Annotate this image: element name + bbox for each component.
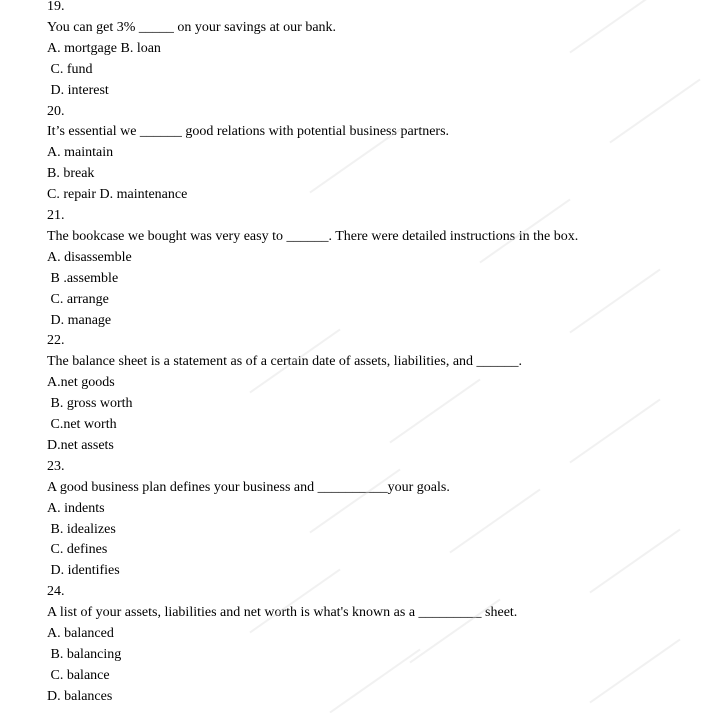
question-stem: You can get 3% _____ on your savings at our bank. (47, 19, 337, 35)
watermark-mark (329, 649, 420, 713)
answer-option: B .assemble (47, 270, 119, 286)
watermark-mark (569, 399, 660, 464)
question-number: 24. (47, 584, 65, 600)
question-stem: The bookcase we bought was very easy to ______. There were detailed instructions in the box. (47, 228, 579, 244)
question-number: 22. (47, 333, 65, 349)
answer-option: B. break (47, 166, 95, 182)
watermark-mark (569, 269, 660, 334)
answer-option: B. gross worth (47, 396, 133, 412)
answer-option: A. balanced (47, 626, 114, 641)
answer-option: A. disassemble (47, 249, 132, 265)
question-number: 20. (47, 103, 65, 119)
watermark-mark (589, 639, 680, 704)
watermark-mark (449, 489, 540, 554)
answer-option: A. indents (47, 500, 105, 516)
answer-option: C.net worth (47, 417, 117, 432)
watermark-mark (389, 379, 480, 444)
answer-option: D. identifies (47, 563, 120, 579)
answer-option: A. mortgage B. loan (47, 40, 161, 56)
answer-option: A.net goods (47, 375, 115, 391)
watermark-mark (249, 569, 340, 634)
question-stem: A list of your assets, liabilities and net worth is what's known as a _________ sheet. (47, 605, 518, 621)
answer-option: C. repair D. maintenance (47, 187, 188, 203)
watermark-mark (589, 529, 680, 594)
question-number: 19. (47, 0, 65, 14)
answer-option: C. defines (47, 542, 108, 558)
watermark-mark (569, 0, 660, 53)
answer-option: C. balance (47, 667, 110, 683)
answer-option: D. balances (47, 688, 113, 704)
question-stem: A good business plan defines your business and __________your goals. (47, 479, 450, 495)
answer-option: D.net assets (47, 437, 114, 453)
answer-option: D. interest (47, 82, 109, 98)
watermark-mark (609, 79, 700, 144)
answer-option: C. arrange (47, 291, 109, 307)
answer-option: D. manage (47, 312, 112, 328)
question-stem: The balance sheet is a statement as of a certain date of assets, liabilities, and ______. (47, 354, 523, 370)
question-number: 23. (47, 458, 65, 474)
answer-option: A. maintain (47, 145, 114, 161)
question-number: 21. (47, 208, 65, 223)
answer-option: C. fund (47, 61, 93, 77)
answer-option: B. idealizes (47, 521, 116, 537)
answer-option: B. balancing (47, 646, 122, 662)
question-stem: It’s essential we ______ good relations with potential business partners. (47, 124, 450, 140)
